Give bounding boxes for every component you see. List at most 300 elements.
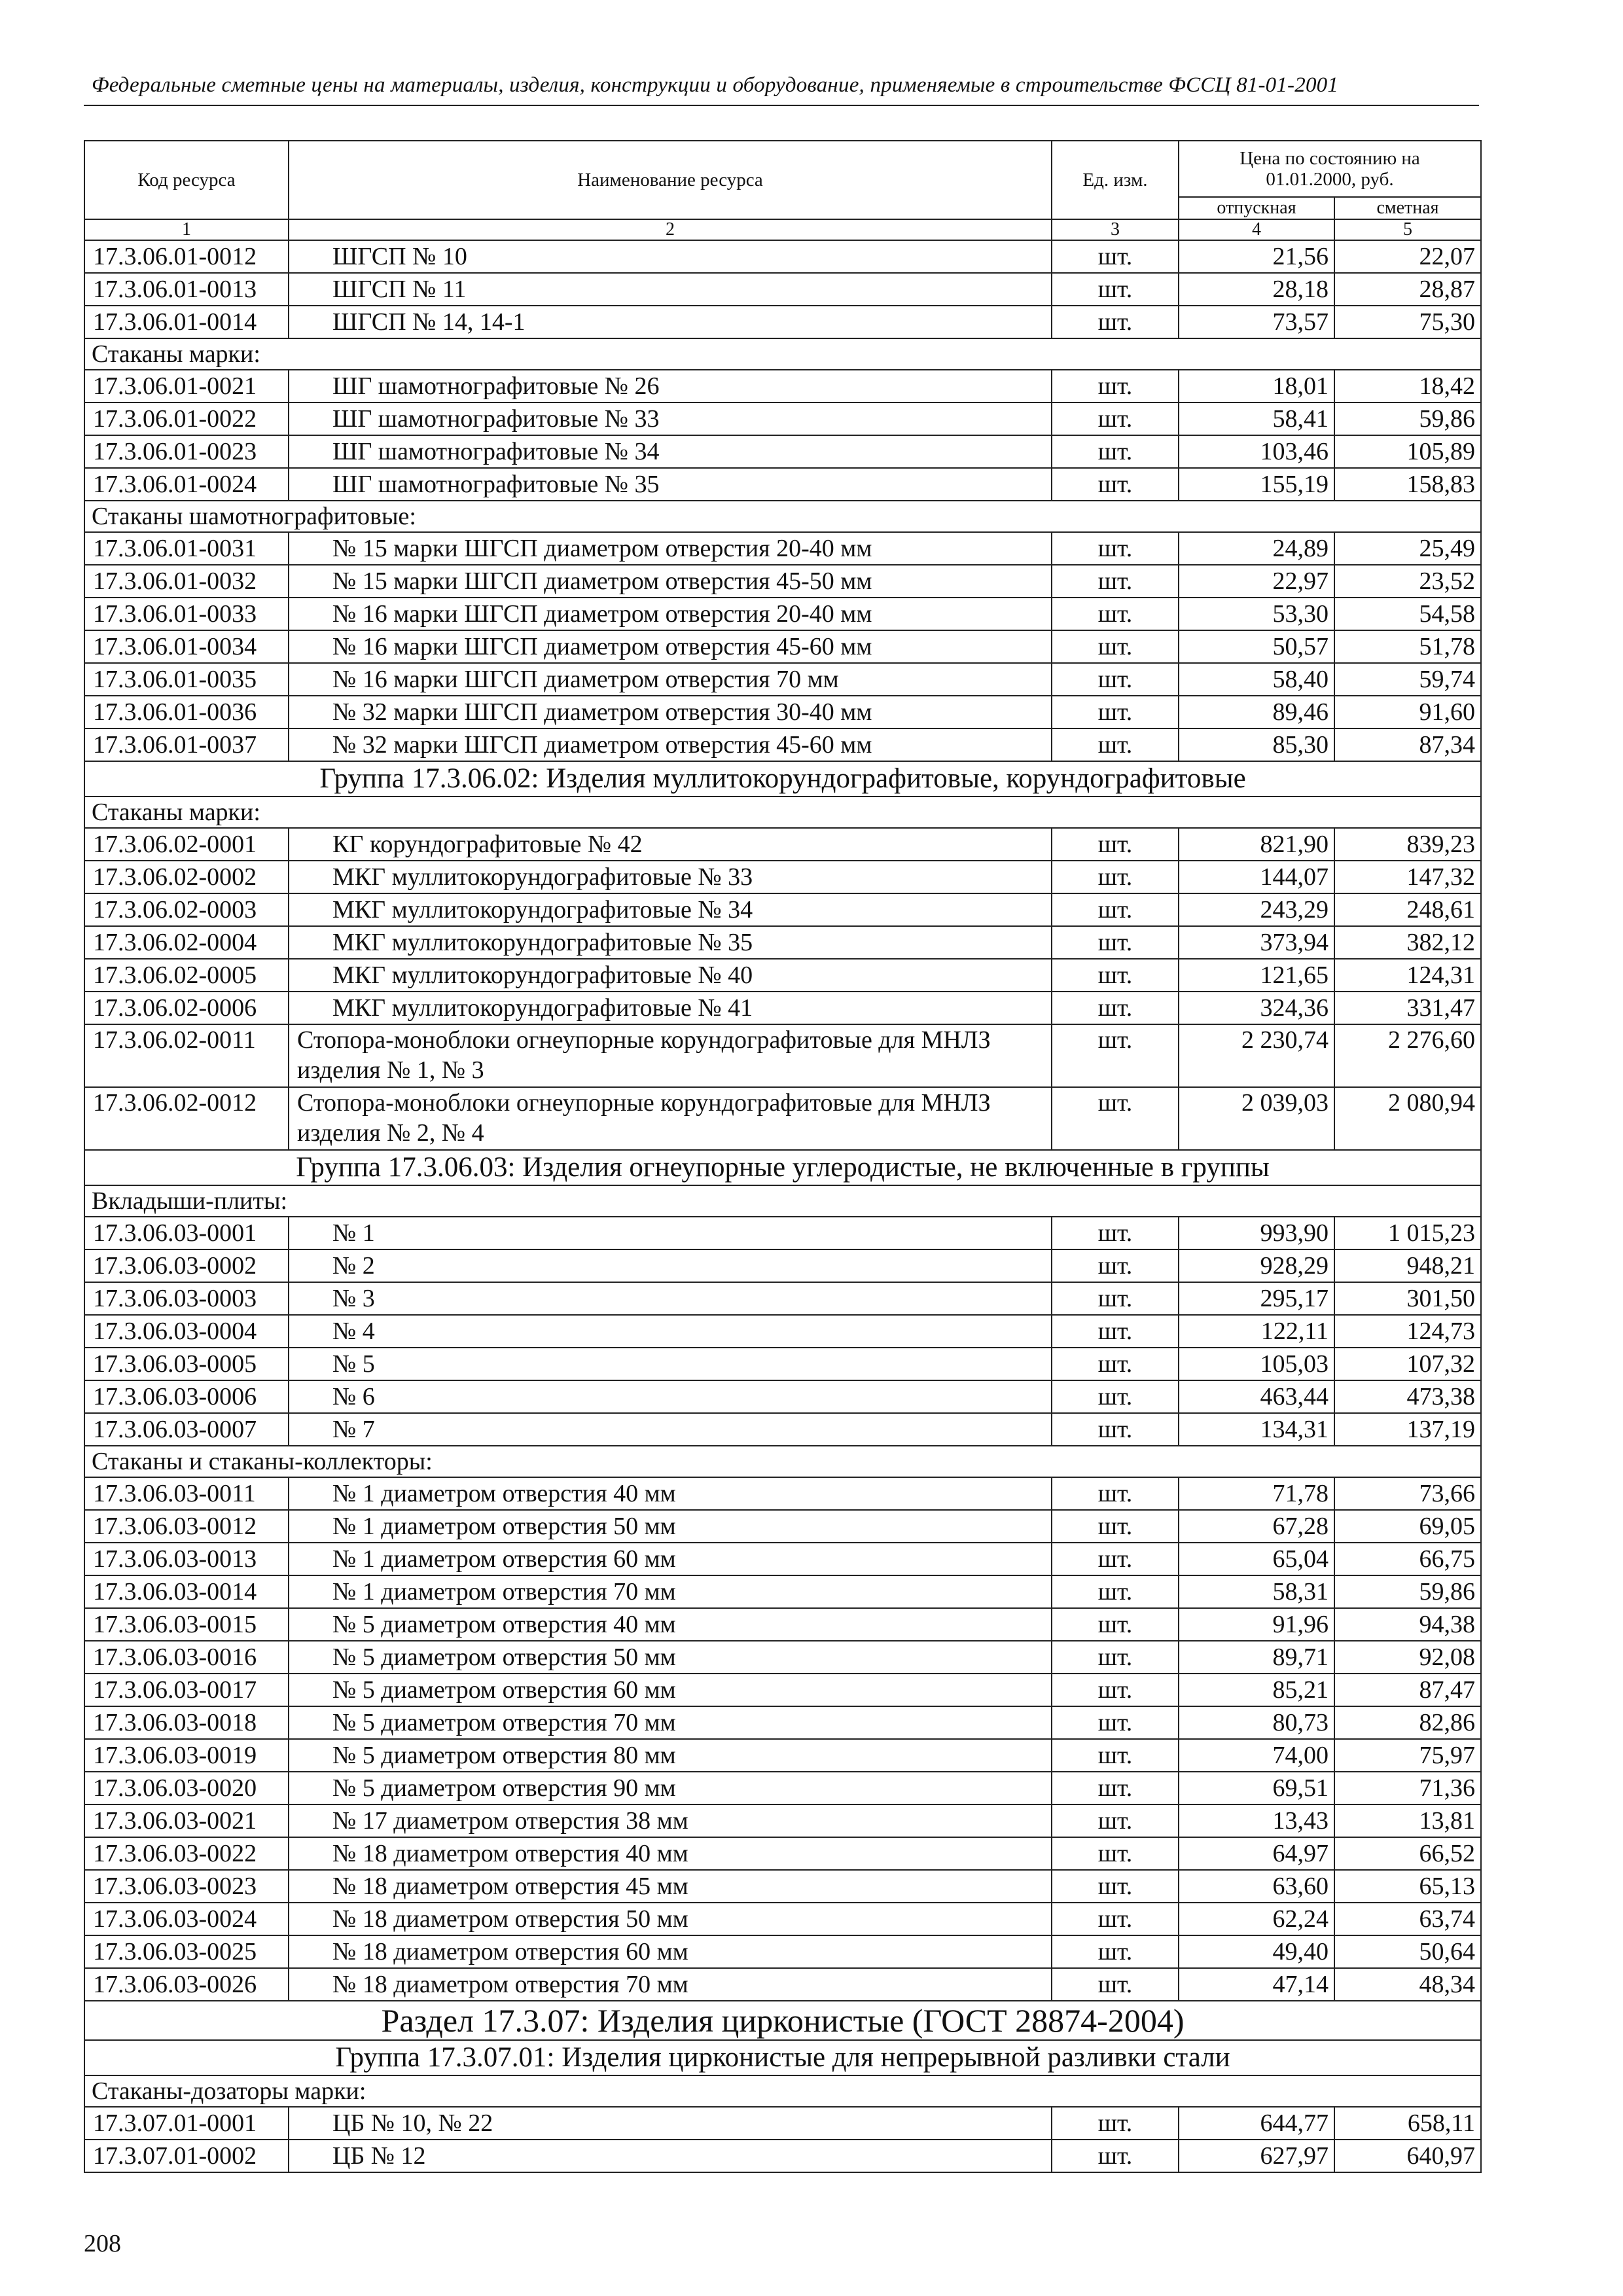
estimate-price-cell: 13,81	[1334, 1804, 1481, 1837]
table-row	[84, 893, 1481, 926]
release-price-cell: 295,17	[1179, 1282, 1334, 1315]
unit-cell: шт.	[1052, 306, 1179, 338]
release-price-cell: 243,29	[1179, 893, 1334, 926]
unit-cell: шт.	[1052, 240, 1179, 273]
column-number: 2	[289, 219, 1052, 240]
resource-code: 17.3.06.03-0026	[84, 1968, 289, 2001]
resource-name: № 5 диаметром отверстия 50 мм	[289, 1641, 1052, 1674]
estimate-price-cell: 69,05	[1334, 1510, 1481, 1543]
estimate-price-cell: 92,08	[1334, 1641, 1481, 1674]
table-row	[84, 435, 1481, 468]
estimate-price-cell: 71,36	[1334, 1772, 1481, 1804]
subheading-text: Стаканы марки:	[84, 797, 1481, 828]
release-price-cell: 144,07	[1179, 861, 1334, 893]
resource-code: 17.3.06.01-0024	[84, 468, 289, 501]
resource-name: № 1 диаметром отверстия 70 мм	[289, 1575, 1052, 1608]
table-body	[84, 240, 1481, 2172]
resource-code: 17.3.06.02-0006	[84, 992, 289, 1024]
unit-cell: шт.	[1052, 1315, 1179, 1348]
resource-code: 17.3.06.03-0025	[84, 1935, 289, 1968]
unit-cell: шт.	[1052, 1413, 1179, 1446]
table-row	[84, 926, 1481, 959]
estimate-price-cell: 28,87	[1334, 273, 1481, 306]
unit-cell: шт.	[1052, 1087, 1179, 1150]
unit-cell: шт.	[1052, 2107, 1179, 2140]
release-price-cell: 89,46	[1179, 696, 1334, 728]
table-row	[84, 1543, 1481, 1575]
price-table	[84, 140, 1482, 2173]
resource-code: 17.3.06.03-0023	[84, 1870, 289, 1903]
table-row	[84, 240, 1481, 273]
estimate-price-cell: 75,30	[1334, 306, 1481, 338]
unit-cell: шт.	[1052, 728, 1179, 761]
table-row	[84, 1477, 1481, 1510]
estimate-price-cell: 59,86	[1334, 1575, 1481, 1608]
estimate-price-cell: 1 015,23	[1334, 1217, 1481, 1249]
subheading-text: Стаканы-дозаторы марки:	[84, 2075, 1481, 2107]
resource-code: 17.3.06.02-0012	[84, 1087, 289, 1150]
resource-name: № 5 диаметром отверстия 60 мм	[289, 1674, 1052, 1706]
unit-cell: шт.	[1052, 992, 1179, 1024]
resource-code: 17.3.06.01-0036	[84, 696, 289, 728]
estimate-price-cell: 948,21	[1334, 1249, 1481, 1282]
table-row	[84, 532, 1481, 565]
subheading-row	[84, 338, 1481, 370]
unit-cell: шт.	[1052, 1282, 1179, 1315]
resource-code: 17.3.06.01-0032	[84, 565, 289, 598]
unit-cell: шт.	[1052, 532, 1179, 565]
estimate-price-cell: 2 276,60	[1334, 1024, 1481, 1087]
unit-cell: шт.	[1052, 1477, 1179, 1510]
estimate-price-cell: 331,47	[1334, 992, 1481, 1024]
release-price-cell: 644,77	[1179, 2107, 1334, 2140]
resource-code: 17.3.06.03-0003	[84, 1282, 289, 1315]
resource-name: № 15 марки ШГСП диаметром отверстия 20-40 мм	[289, 532, 1052, 565]
section-heading-text: Раздел 17.3.07: Изделия цирконистые (ГОСТ 28874-2004)	[84, 2001, 1481, 2040]
resource-name: ШГ шамотнографитовые № 33	[289, 403, 1052, 435]
resource-code: 17.3.06.03-0013	[84, 1543, 289, 1575]
header-name: Наименование ресурса	[289, 141, 1052, 219]
unit-cell: шт.	[1052, 1510, 1179, 1543]
resource-code: 17.3.06.02-0001	[84, 828, 289, 861]
resource-code: 17.3.06.03-0006	[84, 1380, 289, 1413]
release-price-cell: 18,01	[1179, 370, 1334, 403]
estimate-price-cell: 301,50	[1334, 1282, 1481, 1315]
unit-cell: шт.	[1052, 630, 1179, 663]
resource-name: МКГ муллитокорундографитовые № 33	[289, 861, 1052, 893]
table-row	[84, 1510, 1481, 1543]
unit-cell: шт.	[1052, 663, 1179, 696]
table-row	[84, 1903, 1481, 1935]
estimate-price-cell: 73,66	[1334, 1477, 1481, 1510]
release-price-cell: 69,51	[1179, 1772, 1334, 1804]
resource-name: № 5 диаметром отверстия 40 мм	[289, 1608, 1052, 1641]
subheading-text: Стаканы марки:	[84, 338, 1481, 370]
resource-code: 17.3.06.03-0014	[84, 1575, 289, 1608]
resource-code: 17.3.07.01-0002	[84, 2140, 289, 2172]
table-row	[84, 468, 1481, 501]
resource-name: № 1 диаметром отверстия 40 мм	[289, 1477, 1052, 1510]
estimate-price-cell: 82,86	[1334, 1706, 1481, 1739]
unit-cell: шт.	[1052, 1739, 1179, 1772]
estimate-price-cell: 48,34	[1334, 1968, 1481, 2001]
estimate-price-cell: 59,74	[1334, 663, 1481, 696]
resource-code: 17.3.06.01-0013	[84, 273, 289, 306]
release-price-cell: 58,40	[1179, 663, 1334, 696]
resource-code: 17.3.06.01-0023	[84, 435, 289, 468]
estimate-price-cell: 839,23	[1334, 828, 1481, 861]
table-row	[84, 992, 1481, 1024]
resource-name: ШГСП № 11	[289, 273, 1052, 306]
resource-code: 17.3.06.03-0005	[84, 1348, 289, 1380]
release-price-cell: 155,19	[1179, 468, 1334, 501]
release-price-cell: 64,97	[1179, 1837, 1334, 1870]
release-price-cell: 373,94	[1179, 926, 1334, 959]
unit-cell: шт.	[1052, 959, 1179, 992]
estimate-price-cell: 124,31	[1334, 959, 1481, 992]
release-price-cell: 47,14	[1179, 1968, 1334, 2001]
table-row	[84, 1087, 1481, 1150]
estimate-price-cell: 124,73	[1334, 1315, 1481, 1348]
resource-code: 17.3.06.03-0021	[84, 1804, 289, 1837]
unit-cell: шт.	[1052, 828, 1179, 861]
estimate-price-cell: 147,32	[1334, 861, 1481, 893]
table-row	[84, 1935, 1481, 1968]
table-row	[84, 1804, 1481, 1837]
resource-code: 17.3.06.03-0024	[84, 1903, 289, 1935]
resource-code: 17.3.06.01-0033	[84, 598, 289, 630]
resource-code: 17.3.06.02-0004	[84, 926, 289, 959]
estimate-price-cell: 18,42	[1334, 370, 1481, 403]
resource-name: № 16 марки ШГСП диаметром отверстия 20-40 мм	[289, 598, 1052, 630]
resource-code: 17.3.06.03-0007	[84, 1413, 289, 1446]
release-price-cell: 22,97	[1179, 565, 1334, 598]
unit-cell: шт.	[1052, 1706, 1179, 1739]
unit-cell: шт.	[1052, 1348, 1179, 1380]
estimate-price-cell: 63,74	[1334, 1903, 1481, 1935]
resource-name: № 1 диаметром отверстия 60 мм	[289, 1543, 1052, 1575]
unit-cell: шт.	[1052, 893, 1179, 926]
resource-name: ШГ шамотнографитовые № 26	[289, 370, 1052, 403]
unit-cell: шт.	[1052, 1870, 1179, 1903]
resource-code: 17.3.06.03-0002	[84, 1249, 289, 1282]
release-price-cell: 122,11	[1179, 1315, 1334, 1348]
resource-name: Стопора-моноблоки огнеупорные корундографитовые для МНЛЗ изделия № 1, № 3	[289, 1024, 1052, 1087]
table-row	[84, 1282, 1481, 1315]
resource-code: 17.3.06.01-0035	[84, 663, 289, 696]
resource-name: № 18 диаметром отверстия 70 мм	[289, 1968, 1052, 2001]
resource-name: № 6	[289, 1380, 1052, 1413]
release-price-cell: 58,41	[1179, 403, 1334, 435]
table-row	[84, 1315, 1481, 1348]
resource-name: № 18 диаметром отверстия 60 мм	[289, 1935, 1052, 1968]
unit-cell: шт.	[1052, 1772, 1179, 1804]
resource-name: № 15 марки ШГСП диаметром отверстия 45-50 мм	[289, 565, 1052, 598]
release-price-cell: 21,56	[1179, 240, 1334, 273]
resource-code: 17.3.06.02-0003	[84, 893, 289, 926]
unit-cell: шт.	[1052, 403, 1179, 435]
subheading-row	[84, 2075, 1481, 2107]
resource-name: Стопора-моноблоки огнеупорные корундографитовые для МНЛЗ изделия № 2, № 4	[289, 1087, 1052, 1150]
resource-name: ШГСП № 10	[289, 240, 1052, 273]
table-row	[84, 1968, 1481, 2001]
resource-code: 17.3.06.01-0037	[84, 728, 289, 761]
release-price-cell: 121,65	[1179, 959, 1334, 992]
table-row	[84, 598, 1481, 630]
unit-cell: шт.	[1052, 1968, 1179, 2001]
column-number: 1	[84, 219, 289, 240]
resource-code: 17.3.06.03-0019	[84, 1739, 289, 1772]
resource-name: ШГ шамотнографитовые № 34	[289, 435, 1052, 468]
release-price-cell: 63,60	[1179, 1870, 1334, 1903]
unit-cell: шт.	[1052, 2140, 1179, 2172]
unit-cell: шт.	[1052, 1575, 1179, 1608]
release-price-cell: 103,46	[1179, 435, 1334, 468]
release-price-cell: 627,97	[1179, 2140, 1334, 2172]
table-row	[84, 2140, 1481, 2172]
resource-name: № 17 диаметром отверстия 38 мм	[289, 1804, 1052, 1837]
subheading-text: Вкладыши-плиты:	[84, 1185, 1481, 1217]
estimate-price-cell: 2 080,94	[1334, 1087, 1481, 1150]
estimate-price-cell: 137,19	[1334, 1413, 1481, 1446]
resource-name: КГ корундографитовые № 42	[289, 828, 1052, 861]
unit-cell: шт.	[1052, 1543, 1179, 1575]
table-row	[84, 1608, 1481, 1641]
release-price-cell: 821,90	[1179, 828, 1334, 861]
table-row	[84, 828, 1481, 861]
release-price-cell: 50,57	[1179, 630, 1334, 663]
resource-name: № 32 марки ШГСП диаметром отверстия 30-40 мм	[289, 696, 1052, 728]
release-price-cell: 49,40	[1179, 1935, 1334, 1968]
table-row	[84, 1641, 1481, 1674]
resource-name: МКГ муллитокорундографитовые № 41	[289, 992, 1052, 1024]
release-price-cell: 73,57	[1179, 306, 1334, 338]
resource-code: 17.3.06.01-0031	[84, 532, 289, 565]
unit-cell: шт.	[1052, 1804, 1179, 1837]
resource-name: ЦБ № 10, № 22	[289, 2107, 1052, 2140]
unit-cell: шт.	[1052, 861, 1179, 893]
unit-cell: шт.	[1052, 1935, 1179, 1968]
resource-code: 17.3.07.01-0001	[84, 2107, 289, 2140]
group-heading-text: Группа 17.3.06.03: Изделия огнеупорные углеродистые, не включенные в группы	[84, 1150, 1481, 1185]
estimate-price-cell: 158,83	[1334, 468, 1481, 501]
table-row	[84, 728, 1481, 761]
release-price-cell: 2 230,74	[1179, 1024, 1334, 1087]
estimate-price-cell: 65,13	[1334, 1870, 1481, 1903]
unit-cell: шт.	[1052, 926, 1179, 959]
unit-cell: шт.	[1052, 1674, 1179, 1706]
unit-cell: шт.	[1052, 435, 1179, 468]
release-price-cell: 80,73	[1179, 1706, 1334, 1739]
release-price-cell: 67,28	[1179, 1510, 1334, 1543]
resource-name: № 32 марки ШГСП диаметром отверстия 45-60 мм	[289, 728, 1052, 761]
release-price-cell: 24,89	[1179, 532, 1334, 565]
resource-code: 17.3.06.01-0021	[84, 370, 289, 403]
resource-code: 17.3.06.01-0012	[84, 240, 289, 273]
resource-code: 17.3.06.03-0011	[84, 1477, 289, 1510]
release-price-cell: 74,00	[1179, 1739, 1334, 1772]
resource-name: № 18 диаметром отверстия 40 мм	[289, 1837, 1052, 1870]
section-heading-row	[84, 2001, 1481, 2040]
resource-code: 17.3.06.03-0012	[84, 1510, 289, 1543]
resource-code: 17.3.06.01-0034	[84, 630, 289, 663]
estimate-price-cell: 382,12	[1334, 926, 1481, 959]
header-unit: Ед. изм.	[1052, 141, 1179, 219]
table-row	[84, 959, 1481, 992]
table-row	[84, 1380, 1481, 1413]
resource-code: 17.3.06.03-0022	[84, 1837, 289, 1870]
header-release-price: отпускная	[1179, 197, 1334, 219]
unit-cell: шт.	[1052, 1217, 1179, 1249]
table-row	[84, 1837, 1481, 1870]
table-row	[84, 1575, 1481, 1608]
table-row	[84, 370, 1481, 403]
header-estimate-price: сметная	[1334, 197, 1481, 219]
resource-name: № 16 марки ШГСП диаметром отверстия 45-60 мм	[289, 630, 1052, 663]
release-price-cell: 89,71	[1179, 1641, 1334, 1674]
table-row	[84, 403, 1481, 435]
resource-name: № 1	[289, 1217, 1052, 1249]
resource-code: 17.3.06.03-0016	[84, 1641, 289, 1674]
release-price-cell: 65,04	[1179, 1543, 1334, 1575]
estimate-price-cell: 87,34	[1334, 728, 1481, 761]
estimate-price-cell: 640,97	[1334, 2140, 1481, 2172]
estimate-price-cell: 54,58	[1334, 598, 1481, 630]
estimate-price-cell: 94,38	[1334, 1608, 1481, 1641]
table-row	[84, 696, 1481, 728]
resource-name: МКГ муллитокорундографитовые № 40	[289, 959, 1052, 992]
unit-cell: шт.	[1052, 1380, 1179, 1413]
unit-cell: шт.	[1052, 1837, 1179, 1870]
resource-name: № 5 диаметром отверстия 80 мм	[289, 1739, 1052, 1772]
estimate-price-cell: 51,78	[1334, 630, 1481, 663]
resource-code: 17.3.06.01-0022	[84, 403, 289, 435]
resource-code: 17.3.06.03-0020	[84, 1772, 289, 1804]
table-row	[84, 630, 1481, 663]
release-price-cell: 62,24	[1179, 1903, 1334, 1935]
estimate-price-cell: 23,52	[1334, 565, 1481, 598]
table-row	[84, 2107, 1481, 2140]
unit-cell: шт.	[1052, 565, 1179, 598]
resource-name: № 16 марки ШГСП диаметром отверстия 70 мм	[289, 663, 1052, 696]
resource-code: 17.3.06.03-0018	[84, 1706, 289, 1739]
table-row	[84, 1217, 1481, 1249]
estimate-price-cell: 107,32	[1334, 1348, 1481, 1380]
release-price-cell: 71,78	[1179, 1477, 1334, 1510]
subheading-row	[84, 501, 1481, 532]
subheading-row	[84, 797, 1481, 828]
estimate-price-cell: 50,64	[1334, 1935, 1481, 1968]
group-heading-row	[84, 1150, 1481, 1185]
unit-cell: шт.	[1052, 696, 1179, 728]
resource-name: МКГ муллитокорундографитовые № 35	[289, 926, 1052, 959]
table-row	[84, 1739, 1481, 1772]
table-row	[84, 663, 1481, 696]
unit-cell: шт.	[1052, 370, 1179, 403]
subheading-row	[84, 1185, 1481, 1217]
resource-name: ШГ шамотнографитовые № 35	[289, 468, 1052, 501]
group-heading-row	[84, 2040, 1481, 2075]
estimate-price-cell: 66,52	[1334, 1837, 1481, 1870]
release-price-cell: 463,44	[1179, 1380, 1334, 1413]
column-number: 5	[1334, 219, 1481, 240]
group-heading-text: Группа 17.3.07.01: Изделия цирконистые для непрерывной разливки стали	[84, 2040, 1481, 2075]
table-row	[84, 861, 1481, 893]
resource-code: 17.3.06.03-0001	[84, 1217, 289, 1249]
estimate-price-cell: 59,86	[1334, 403, 1481, 435]
resource-code: 17.3.06.02-0005	[84, 959, 289, 992]
table-row	[84, 1348, 1481, 1380]
release-price-cell: 2 039,03	[1179, 1087, 1334, 1150]
resource-code: 17.3.06.01-0014	[84, 306, 289, 338]
table-row	[84, 1413, 1481, 1446]
estimate-price-cell: 22,07	[1334, 240, 1481, 273]
table-row	[84, 306, 1481, 338]
resource-name: № 1 диаметром отверстия 50 мм	[289, 1510, 1052, 1543]
group-heading-text: Группа 17.3.06.02: Изделия муллитокорундографитовые, корундографитовые	[84, 761, 1481, 797]
estimate-price-cell: 87,47	[1334, 1674, 1481, 1706]
table-row	[84, 1870, 1481, 1903]
unit-cell: шт.	[1052, 1641, 1179, 1674]
unit-cell: шт.	[1052, 598, 1179, 630]
estimate-price-cell: 66,75	[1334, 1543, 1481, 1575]
estimate-price-cell: 658,11	[1334, 2107, 1481, 2140]
release-price-cell: 53,30	[1179, 598, 1334, 630]
resource-code: 17.3.06.03-0004	[84, 1315, 289, 1348]
running-header: Федеральные сметные цены на материалы, изделия, конструкции и оборудование, применяемые в строительстве ФССЦ 81-01-2001	[92, 73, 1339, 97]
estimate-price-cell: 25,49	[1334, 532, 1481, 565]
estimate-price-cell: 473,38	[1334, 1380, 1481, 1413]
resource-name: № 3	[289, 1282, 1052, 1315]
group-heading-row	[84, 761, 1481, 797]
release-price-cell: 928,29	[1179, 1249, 1334, 1282]
resource-code: 17.3.06.02-0002	[84, 861, 289, 893]
release-price-cell: 13,43	[1179, 1804, 1334, 1837]
header-rule	[84, 105, 1479, 106]
table-row	[84, 273, 1481, 306]
resource-name: № 2	[289, 1249, 1052, 1282]
estimate-price-cell: 105,89	[1334, 435, 1481, 468]
unit-cell: шт.	[1052, 1903, 1179, 1935]
table-row	[84, 1674, 1481, 1706]
header-price: Цена по состоянию на 01.01.2000, руб.	[1179, 141, 1481, 197]
resource-name: № 5	[289, 1348, 1052, 1380]
resource-name: № 4	[289, 1315, 1052, 1348]
release-price-cell: 134,31	[1179, 1413, 1334, 1446]
table-row	[84, 1772, 1481, 1804]
release-price-cell: 324,36	[1179, 992, 1334, 1024]
resource-name: № 7	[289, 1413, 1052, 1446]
estimate-price-cell: 91,60	[1334, 696, 1481, 728]
subheading-text: Стаканы шамотнографитовые:	[84, 501, 1481, 532]
unit-cell: шт.	[1052, 1608, 1179, 1641]
table-row	[84, 565, 1481, 598]
release-price-cell: 91,96	[1179, 1608, 1334, 1641]
subheading-text: Стаканы и стаканы-коллекторы:	[84, 1446, 1481, 1477]
release-price-cell: 85,21	[1179, 1674, 1334, 1706]
release-price-cell: 58,31	[1179, 1575, 1334, 1608]
column-number: 3	[1052, 219, 1179, 240]
header-code: Код ресурса	[84, 141, 289, 219]
unit-cell: шт.	[1052, 1024, 1179, 1087]
page-number: 208	[84, 2230, 121, 2257]
unit-cell: шт.	[1052, 1249, 1179, 1282]
resource-name: № 5 диаметром отверстия 90 мм	[289, 1772, 1052, 1804]
table-row	[84, 1024, 1481, 1087]
resource-name: № 18 диаметром отверстия 45 мм	[289, 1870, 1052, 1903]
column-number: 4	[1179, 219, 1334, 240]
resource-name: ЦБ № 12	[289, 2140, 1052, 2172]
